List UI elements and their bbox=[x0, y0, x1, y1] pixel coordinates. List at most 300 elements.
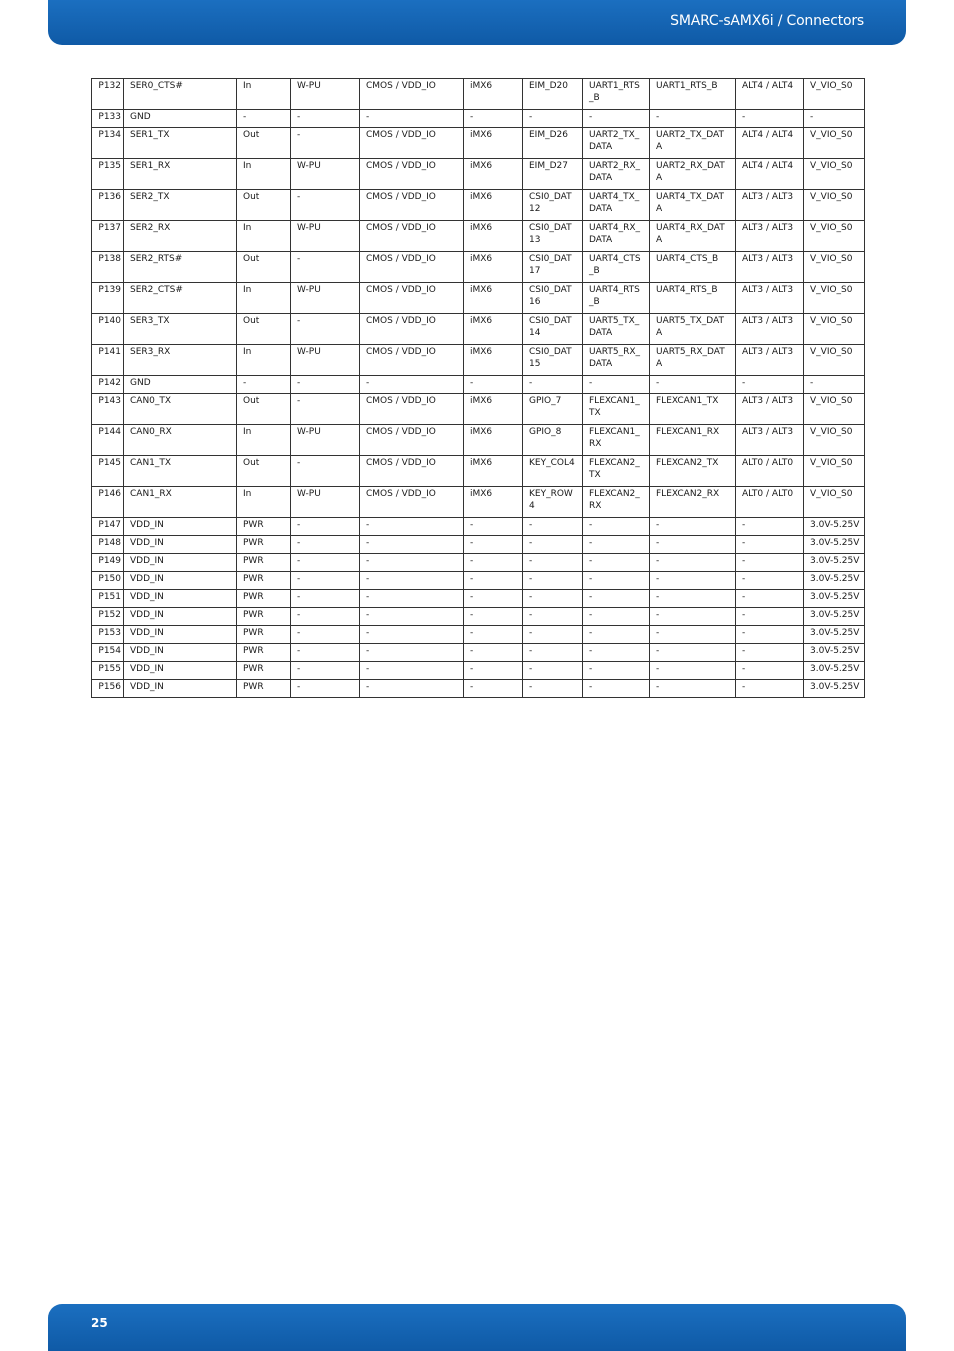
voltage-cell: 3.0V-5.25V bbox=[804, 626, 865, 644]
ball-cell: CSI0_DAT15 bbox=[523, 345, 583, 376]
function-cell: UART4_CTS_B bbox=[650, 252, 736, 283]
level-cell: CMOS / VDD_IO bbox=[360, 221, 464, 252]
function-cell: UART5_TX_DATA bbox=[650, 314, 736, 345]
termination-cell: - bbox=[291, 644, 360, 662]
direction-cell: In bbox=[237, 79, 291, 110]
mux-signal-cell: - bbox=[583, 554, 650, 572]
direction-cell: - bbox=[237, 376, 291, 394]
function-cell: UART2_RX_DATA bbox=[650, 159, 736, 190]
ball-cell: EIM_D20 bbox=[523, 79, 583, 110]
table-row bbox=[92, 554, 865, 572]
level-cell: - bbox=[360, 626, 464, 644]
pin-cell: P137 bbox=[92, 221, 124, 252]
termination-cell: - bbox=[291, 536, 360, 554]
pin-cell: P143 bbox=[92, 394, 124, 425]
mux-signal-cell: UART4_RTS_B bbox=[583, 283, 650, 314]
voltage-cell: V_VIO_S0 bbox=[804, 425, 865, 456]
pin-cell: P142 bbox=[92, 376, 124, 394]
alt-cell: ALT3 / ALT3 bbox=[736, 283, 804, 314]
level-cell: - bbox=[360, 590, 464, 608]
mux-signal-cell: UART2_RX_DATA bbox=[583, 159, 650, 190]
voltage-cell: 3.0V-5.25V bbox=[804, 572, 865, 590]
termination-cell: W-PU bbox=[291, 487, 360, 518]
mux-signal-cell: UART4_RX_DATA bbox=[583, 221, 650, 252]
page-number: 25 bbox=[91, 1316, 108, 1330]
function-cell: - bbox=[650, 590, 736, 608]
mux-signal-cell: - bbox=[583, 662, 650, 680]
table-row bbox=[92, 626, 865, 644]
signal-cell: VDD_IN bbox=[124, 644, 237, 662]
mux-signal-cell: UART5_RX_DATA bbox=[583, 345, 650, 376]
voltage-cell: 3.0V-5.25V bbox=[804, 644, 865, 662]
table-row bbox=[92, 252, 865, 283]
termination-cell: - bbox=[291, 128, 360, 159]
alt-cell: ALT4 / ALT4 bbox=[736, 79, 804, 110]
source-cell: - bbox=[464, 518, 523, 536]
alt-cell: - bbox=[736, 376, 804, 394]
mux-signal-cell: FLEXCAN1_RX bbox=[583, 425, 650, 456]
mux-signal-cell: - bbox=[583, 680, 650, 698]
pin-cell: P135 bbox=[92, 159, 124, 190]
table-row bbox=[92, 159, 865, 190]
pin-cell: P132 bbox=[92, 79, 124, 110]
termination-cell: - bbox=[291, 456, 360, 487]
direction-cell: Out bbox=[237, 128, 291, 159]
source-cell: iMX6 bbox=[464, 128, 523, 159]
source-cell: - bbox=[464, 608, 523, 626]
direction-cell: PWR bbox=[237, 626, 291, 644]
signal-cell: SER2_RTS# bbox=[124, 252, 237, 283]
mux-signal-cell: UART1_RTS_B bbox=[583, 79, 650, 110]
document-title: SMARC-sAMX6i / Connectors bbox=[670, 13, 864, 29]
voltage-cell: V_VIO_S0 bbox=[804, 252, 865, 283]
direction-cell: PWR bbox=[237, 662, 291, 680]
header-bar bbox=[48, 0, 906, 45]
level-cell: - bbox=[360, 644, 464, 662]
table-row bbox=[92, 376, 865, 394]
direction-cell: PWR bbox=[237, 590, 291, 608]
level-cell: CMOS / VDD_IO bbox=[360, 159, 464, 190]
table-row bbox=[92, 608, 865, 626]
mux-signal-cell: UART4_CTS_B bbox=[583, 252, 650, 283]
termination-cell: W-PU bbox=[291, 159, 360, 190]
pin-cell: P154 bbox=[92, 644, 124, 662]
signal-cell: SER3_TX bbox=[124, 314, 237, 345]
level-cell: - bbox=[360, 608, 464, 626]
direction-cell: PWR bbox=[237, 644, 291, 662]
ball-cell: GPIO_7 bbox=[523, 394, 583, 425]
alt-cell: ALT4 / ALT4 bbox=[736, 159, 804, 190]
source-cell: iMX6 bbox=[464, 79, 523, 110]
mux-signal-cell: - bbox=[583, 110, 650, 128]
termination-cell: - bbox=[291, 190, 360, 221]
source-cell: - bbox=[464, 662, 523, 680]
mux-signal-cell: FLEXCAN2_RX bbox=[583, 487, 650, 518]
alt-cell: ALT3 / ALT3 bbox=[736, 425, 804, 456]
voltage-cell: V_VIO_S0 bbox=[804, 487, 865, 518]
pin-cell: P133 bbox=[92, 110, 124, 128]
voltage-cell: 3.0V-5.25V bbox=[804, 662, 865, 680]
signal-cell: GND bbox=[124, 376, 237, 394]
table-row bbox=[92, 394, 865, 425]
termination-cell: - bbox=[291, 554, 360, 572]
function-cell: - bbox=[650, 376, 736, 394]
mux-signal-cell: - bbox=[583, 376, 650, 394]
pin-cell: P139 bbox=[92, 283, 124, 314]
level-cell: CMOS / VDD_IO bbox=[360, 128, 464, 159]
alt-cell: ALT3 / ALT3 bbox=[736, 221, 804, 252]
alt-cell: - bbox=[736, 644, 804, 662]
level-cell: CMOS / VDD_IO bbox=[360, 190, 464, 221]
ball-cell: CSI0_DAT12 bbox=[523, 190, 583, 221]
level-cell: CMOS / VDD_IO bbox=[360, 314, 464, 345]
mux-signal-cell: - bbox=[583, 536, 650, 554]
termination-cell: - bbox=[291, 572, 360, 590]
voltage-cell: 3.0V-5.25V bbox=[804, 680, 865, 698]
termination-cell: - bbox=[291, 626, 360, 644]
ball-cell: EIM_D27 bbox=[523, 159, 583, 190]
source-cell: iMX6 bbox=[464, 487, 523, 518]
ball-cell: - bbox=[523, 376, 583, 394]
direction-cell: In bbox=[237, 425, 291, 456]
ball-cell: CSI0_DAT14 bbox=[523, 314, 583, 345]
function-cell: UART2_TX_DATA bbox=[650, 128, 736, 159]
level-cell: CMOS / VDD_IO bbox=[360, 425, 464, 456]
termination-cell: - bbox=[291, 110, 360, 128]
alt-cell: ALT3 / ALT3 bbox=[736, 252, 804, 283]
level-cell: - bbox=[360, 680, 464, 698]
source-cell: iMX6 bbox=[464, 456, 523, 487]
pin-cell: P148 bbox=[92, 536, 124, 554]
voltage-cell: 3.0V-5.25V bbox=[804, 536, 865, 554]
termination-cell: W-PU bbox=[291, 425, 360, 456]
direction-cell: PWR bbox=[237, 572, 291, 590]
voltage-cell: - bbox=[804, 376, 865, 394]
source-cell: iMX6 bbox=[464, 283, 523, 314]
signal-cell: SER0_CTS# bbox=[124, 79, 237, 110]
direction-cell: Out bbox=[237, 394, 291, 425]
voltage-cell: V_VIO_S0 bbox=[804, 159, 865, 190]
source-cell: - bbox=[464, 680, 523, 698]
pin-cell: P136 bbox=[92, 190, 124, 221]
signal-cell: VDD_IN bbox=[124, 608, 237, 626]
termination-cell: - bbox=[291, 394, 360, 425]
termination-cell: - bbox=[291, 252, 360, 283]
mux-signal-cell: FLEXCAN2_TX bbox=[583, 456, 650, 487]
level-cell: - bbox=[360, 554, 464, 572]
level-cell: CMOS / VDD_IO bbox=[360, 487, 464, 518]
function-cell: - bbox=[650, 680, 736, 698]
function-cell: UART1_RTS_B bbox=[650, 79, 736, 110]
level-cell: - bbox=[360, 572, 464, 590]
mux-signal-cell: - bbox=[583, 590, 650, 608]
mux-signal-cell: UART5_TX_DATA bbox=[583, 314, 650, 345]
level-cell: - bbox=[360, 518, 464, 536]
direction-cell: Out bbox=[237, 190, 291, 221]
pin-cell: P140 bbox=[92, 314, 124, 345]
ball-cell: - bbox=[523, 518, 583, 536]
pin-cell: P153 bbox=[92, 626, 124, 644]
pin-cell: P145 bbox=[92, 456, 124, 487]
signal-cell: GND bbox=[124, 110, 237, 128]
mux-signal-cell: UART2_TX_DATA bbox=[583, 128, 650, 159]
level-cell: CMOS / VDD_IO bbox=[360, 79, 464, 110]
mux-signal-cell: FLEXCAN1_TX bbox=[583, 394, 650, 425]
voltage-cell: 3.0V-5.25V bbox=[804, 554, 865, 572]
table-row bbox=[92, 283, 865, 314]
table-row bbox=[92, 128, 865, 159]
signal-cell: VDD_IN bbox=[124, 554, 237, 572]
table-row bbox=[92, 590, 865, 608]
function-cell: - bbox=[650, 110, 736, 128]
direction-cell: In bbox=[237, 221, 291, 252]
source-cell: - bbox=[464, 590, 523, 608]
termination-cell: - bbox=[291, 590, 360, 608]
source-cell: iMX6 bbox=[464, 394, 523, 425]
ball-cell: - bbox=[523, 536, 583, 554]
ball-cell: GPIO_8 bbox=[523, 425, 583, 456]
pin-cell: P138 bbox=[92, 252, 124, 283]
signal-cell: VDD_IN bbox=[124, 680, 237, 698]
voltage-cell: - bbox=[804, 110, 865, 128]
function-cell: UART5_RX_DATA bbox=[650, 345, 736, 376]
mux-signal-cell: - bbox=[583, 626, 650, 644]
voltage-cell: V_VIO_S0 bbox=[804, 456, 865, 487]
voltage-cell: V_VIO_S0 bbox=[804, 221, 865, 252]
level-cell: CMOS / VDD_IO bbox=[360, 283, 464, 314]
mux-signal-cell: UART4_TX_DATA bbox=[583, 190, 650, 221]
alt-cell: - bbox=[736, 110, 804, 128]
alt-cell: - bbox=[736, 518, 804, 536]
pinout-table bbox=[91, 78, 865, 698]
ball-cell: - bbox=[523, 626, 583, 644]
function-cell: FLEXCAN2_RX bbox=[650, 487, 736, 518]
ball-cell: - bbox=[523, 110, 583, 128]
signal-cell: SER2_CTS# bbox=[124, 283, 237, 314]
source-cell: - bbox=[464, 536, 523, 554]
signal-cell: CAN1_RX bbox=[124, 487, 237, 518]
source-cell: iMX6 bbox=[464, 345, 523, 376]
alt-cell: - bbox=[736, 626, 804, 644]
pin-cell: P151 bbox=[92, 590, 124, 608]
footer-bar bbox=[48, 1304, 906, 1351]
voltage-cell: 3.0V-5.25V bbox=[804, 608, 865, 626]
ball-cell: CSI0_DAT16 bbox=[523, 283, 583, 314]
termination-cell: - bbox=[291, 314, 360, 345]
function-cell: FLEXCAN1_RX bbox=[650, 425, 736, 456]
voltage-cell: 3.0V-5.25V bbox=[804, 518, 865, 536]
alt-cell: - bbox=[736, 554, 804, 572]
alt-cell: ALT3 / ALT3 bbox=[736, 314, 804, 345]
level-cell: - bbox=[360, 662, 464, 680]
table-row bbox=[92, 680, 865, 698]
level-cell: CMOS / VDD_IO bbox=[360, 394, 464, 425]
function-cell: UART4_TX_DATA bbox=[650, 190, 736, 221]
function-cell: FLEXCAN1_TX bbox=[650, 394, 736, 425]
alt-cell: ALT3 / ALT3 bbox=[736, 345, 804, 376]
signal-cell: CAN1_TX bbox=[124, 456, 237, 487]
alt-cell: - bbox=[736, 662, 804, 680]
voltage-cell: V_VIO_S0 bbox=[804, 190, 865, 221]
termination-cell: W-PU bbox=[291, 221, 360, 252]
signal-cell: SER1_TX bbox=[124, 128, 237, 159]
voltage-cell: V_VIO_S0 bbox=[804, 345, 865, 376]
table-row bbox=[92, 345, 865, 376]
termination-cell: - bbox=[291, 376, 360, 394]
pin-cell: P150 bbox=[92, 572, 124, 590]
function-cell: - bbox=[650, 572, 736, 590]
termination-cell: - bbox=[291, 608, 360, 626]
level-cell: - bbox=[360, 536, 464, 554]
table-row bbox=[92, 536, 865, 554]
table-row bbox=[92, 456, 865, 487]
voltage-cell: V_VIO_S0 bbox=[804, 128, 865, 159]
pin-cell: P144 bbox=[92, 425, 124, 456]
direction-cell: Out bbox=[237, 252, 291, 283]
direction-cell: PWR bbox=[237, 536, 291, 554]
source-cell: iMX6 bbox=[464, 425, 523, 456]
function-cell: - bbox=[650, 554, 736, 572]
table-row bbox=[92, 314, 865, 345]
alt-cell: - bbox=[736, 572, 804, 590]
table-row bbox=[92, 221, 865, 252]
direction-cell: PWR bbox=[237, 518, 291, 536]
ball-cell: KEY_ROW4 bbox=[523, 487, 583, 518]
table-row bbox=[92, 518, 865, 536]
level-cell: CMOS / VDD_IO bbox=[360, 345, 464, 376]
signal-cell: VDD_IN bbox=[124, 590, 237, 608]
alt-cell: - bbox=[736, 680, 804, 698]
table-row bbox=[92, 487, 865, 518]
mux-signal-cell: - bbox=[583, 572, 650, 590]
level-cell: CMOS / VDD_IO bbox=[360, 456, 464, 487]
signal-cell: VDD_IN bbox=[124, 518, 237, 536]
pin-cell: P134 bbox=[92, 128, 124, 159]
pin-cell: P141 bbox=[92, 345, 124, 376]
signal-cell: SER2_TX bbox=[124, 190, 237, 221]
direction-cell: Out bbox=[237, 314, 291, 345]
termination-cell: - bbox=[291, 662, 360, 680]
source-cell: iMX6 bbox=[464, 159, 523, 190]
voltage-cell: V_VIO_S0 bbox=[804, 394, 865, 425]
function-cell: FLEXCAN2_TX bbox=[650, 456, 736, 487]
voltage-cell: V_VIO_S0 bbox=[804, 314, 865, 345]
table-row bbox=[92, 662, 865, 680]
direction-cell: In bbox=[237, 283, 291, 314]
signal-cell: CAN0_TX bbox=[124, 394, 237, 425]
alt-cell: - bbox=[736, 536, 804, 554]
mux-signal-cell: - bbox=[583, 644, 650, 662]
ball-cell: - bbox=[523, 662, 583, 680]
signal-cell: VDD_IN bbox=[124, 662, 237, 680]
ball-cell: EIM_D26 bbox=[523, 128, 583, 159]
table-row bbox=[92, 572, 865, 590]
level-cell: - bbox=[360, 110, 464, 128]
alt-cell: - bbox=[736, 590, 804, 608]
direction-cell: In bbox=[237, 487, 291, 518]
table-row bbox=[92, 110, 865, 128]
alt-cell: ALT3 / ALT3 bbox=[736, 394, 804, 425]
function-cell: UART4_RX_DATA bbox=[650, 221, 736, 252]
ball-cell: - bbox=[523, 590, 583, 608]
function-cell: - bbox=[650, 518, 736, 536]
function-cell: - bbox=[650, 644, 736, 662]
signal-cell: VDD_IN bbox=[124, 536, 237, 554]
pin-cell: P147 bbox=[92, 518, 124, 536]
termination-cell: W-PU bbox=[291, 345, 360, 376]
ball-cell: - bbox=[523, 572, 583, 590]
direction-cell: Out bbox=[237, 456, 291, 487]
ball-cell: - bbox=[523, 644, 583, 662]
pin-cell: P149 bbox=[92, 554, 124, 572]
mux-signal-cell: - bbox=[583, 608, 650, 626]
source-cell: iMX6 bbox=[464, 221, 523, 252]
source-cell: iMX6 bbox=[464, 190, 523, 221]
termination-cell: W-PU bbox=[291, 79, 360, 110]
alt-cell: ALT0 / ALT0 bbox=[736, 456, 804, 487]
voltage-cell: V_VIO_S0 bbox=[804, 283, 865, 314]
ball-cell: CSI0_DAT17 bbox=[523, 252, 583, 283]
signal-cell: CAN0_RX bbox=[124, 425, 237, 456]
source-cell: iMX6 bbox=[464, 252, 523, 283]
signal-cell: SER3_RX bbox=[124, 345, 237, 376]
source-cell: - bbox=[464, 644, 523, 662]
ball-cell: - bbox=[523, 680, 583, 698]
function-cell: - bbox=[650, 536, 736, 554]
ball-cell: - bbox=[523, 554, 583, 572]
alt-cell: ALT3 / ALT3 bbox=[736, 190, 804, 221]
pin-cell: P152 bbox=[92, 608, 124, 626]
signal-cell: VDD_IN bbox=[124, 572, 237, 590]
source-cell: iMX6 bbox=[464, 314, 523, 345]
signal-cell: VDD_IN bbox=[124, 626, 237, 644]
signal-cell: SER1_RX bbox=[124, 159, 237, 190]
alt-cell: ALT4 / ALT4 bbox=[736, 128, 804, 159]
mux-signal-cell: - bbox=[583, 518, 650, 536]
direction-cell: In bbox=[237, 345, 291, 376]
function-cell: UART4_RTS_B bbox=[650, 283, 736, 314]
direction-cell: - bbox=[237, 110, 291, 128]
source-cell: - bbox=[464, 376, 523, 394]
termination-cell: - bbox=[291, 518, 360, 536]
source-cell: - bbox=[464, 554, 523, 572]
direction-cell: PWR bbox=[237, 608, 291, 626]
direction-cell: In bbox=[237, 159, 291, 190]
ball-cell: CSI0_DAT13 bbox=[523, 221, 583, 252]
function-cell: - bbox=[650, 662, 736, 680]
function-cell: - bbox=[650, 608, 736, 626]
pin-cell: P146 bbox=[92, 487, 124, 518]
function-cell: - bbox=[650, 626, 736, 644]
table-row bbox=[92, 79, 865, 110]
alt-cell: - bbox=[736, 608, 804, 626]
termination-cell: W-PU bbox=[291, 283, 360, 314]
voltage-cell: 3.0V-5.25V bbox=[804, 590, 865, 608]
ball-cell: - bbox=[523, 608, 583, 626]
source-cell: - bbox=[464, 626, 523, 644]
table-row bbox=[92, 190, 865, 221]
level-cell: - bbox=[360, 376, 464, 394]
termination-cell: - bbox=[291, 680, 360, 698]
signal-cell: SER2_RX bbox=[124, 221, 237, 252]
pin-cell: P155 bbox=[92, 662, 124, 680]
ball-cell: KEY_COL4 bbox=[523, 456, 583, 487]
table-row bbox=[92, 644, 865, 662]
alt-cell: ALT0 / ALT0 bbox=[736, 487, 804, 518]
pin-cell: P156 bbox=[92, 680, 124, 698]
source-cell: - bbox=[464, 572, 523, 590]
direction-cell: PWR bbox=[237, 680, 291, 698]
